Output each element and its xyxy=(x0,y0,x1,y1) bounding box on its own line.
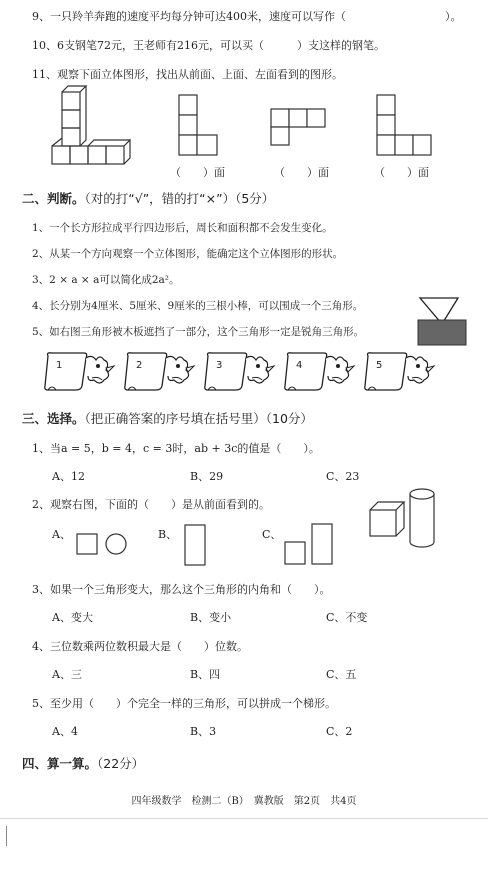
view-label-1: （ ）面 xyxy=(170,166,225,179)
view-figure-2 xyxy=(270,108,332,152)
judge-item-3: 3、2 × a × a可以简化成2a²。 xyxy=(32,274,180,286)
view-figure-3 xyxy=(376,94,440,156)
page-footer: 四年级数学 检测二（B） 冀教版 第2页 共4页 xyxy=(131,796,357,807)
answer-scroll-1[interactable] xyxy=(44,350,120,392)
choice-q2-option-c: C、 xyxy=(262,528,282,541)
choice-q4-stem: 4、三位数乘两位数积最大是（ ）位数。 xyxy=(32,640,248,653)
choice-q4-option-b: B、四 xyxy=(190,668,221,681)
answer-scroll-number: 3 xyxy=(216,360,223,371)
answer-scroll-number: 2 xyxy=(136,360,143,371)
view-label-2: （ ）面 xyxy=(274,166,329,179)
section-4-note: （22分） xyxy=(97,756,145,771)
choice-q2-option-a: A、 xyxy=(52,528,71,541)
section-2-note: （对的打“√”，错的打“×”）（5分） xyxy=(84,191,275,206)
cube-stack-figure xyxy=(52,92,132,172)
choice-q1-option-c: C、23 xyxy=(326,470,360,483)
section-3-note: （把正确答案的序号填在括号里）（10分） xyxy=(84,411,313,426)
choice-q5-option-b: B、3 xyxy=(190,725,217,738)
choice-q4-option-c: C、五 xyxy=(326,668,357,681)
cube-cylinder-figure xyxy=(368,486,440,550)
judge-item-1: 1、一个长方形拉成平行四边形后，周长和面积都不会发生变化。 xyxy=(32,222,333,234)
choice-q5-stem: 5、至少用（ ）个完全一样的三角形，可以拼成一个梯形。 xyxy=(32,697,336,710)
margin-mark xyxy=(6,826,7,846)
answer-scroll-number: 4 xyxy=(296,360,303,371)
view-label-3: （ ）面 xyxy=(374,166,429,179)
answer-scroll-2[interactable] xyxy=(124,350,200,392)
option-b-rectangle xyxy=(184,524,208,568)
page-divider xyxy=(0,818,488,819)
answer-scroll-4[interactable] xyxy=(284,350,360,392)
answer-scroll-number: 5 xyxy=(376,360,383,371)
hidden-triangle-figure xyxy=(418,296,468,350)
section-4-heading: 四、算一算。 xyxy=(22,756,98,771)
section-4-title xyxy=(22,757,144,771)
choice-q3-option-c: C、不变 xyxy=(326,611,368,624)
choice-q1-option-a: A、12 xyxy=(52,470,85,483)
choice-q3-option-a: A、变大 xyxy=(52,611,93,624)
question-11: 11、观察下面立体图形，找出从前面、上面、左面看到的图形。 xyxy=(32,68,343,81)
option-a-square-circle xyxy=(76,532,130,556)
option-c-square-rectangle xyxy=(284,522,338,568)
choice-q3-stem: 3、如果一个三角形变大，那么这个三角形的内角和（ ）。 xyxy=(32,583,331,596)
choice-q2-stem: 2、观察右图，下面的（ ）是从前面看到的。 xyxy=(32,498,270,511)
question-9: 9、一只羚羊奔跑的速度平均每分钟可达400米，速度可以写作（ ）。 xyxy=(32,10,462,23)
answer-scroll-number: 1 xyxy=(56,360,63,371)
choice-q2-option-b: B、 xyxy=(158,528,178,541)
section-2-title xyxy=(22,192,274,206)
answer-scroll-3[interactable] xyxy=(204,350,280,392)
choice-q1-stem: 1、当a = 5，b = 4，c = 3时，ab + 3c的值是（ ）。 xyxy=(32,442,320,455)
choice-q1-option-b: B、29 xyxy=(190,470,224,483)
choice-q5-option-a: A、4 xyxy=(52,725,78,738)
view-figure-1 xyxy=(178,94,222,156)
section-3-title xyxy=(22,412,313,426)
question-10: 10、6支钢笔72元，王老师有216元，可以买（ ）支这样的钢笔。 xyxy=(32,39,385,52)
choice-q3-option-b: B、变小 xyxy=(190,611,232,624)
section-2-heading: 二、判断。 xyxy=(22,191,85,206)
choice-q4-option-a: A、三 xyxy=(52,668,82,681)
judge-item-4: 4、长分别为4厘米、5厘米、9厘米的三根小棒，可以围成一个三角形。 xyxy=(32,300,364,312)
answer-scroll-5[interactable] xyxy=(364,350,440,392)
section-3-heading: 三、选择。 xyxy=(22,411,85,426)
choice-q5-option-c: C、2 xyxy=(326,725,353,738)
judge-item-5: 5、如右图三角形被木板遮挡了一部分，这个三角形一定是锐角三角形。 xyxy=(32,326,365,338)
judge-item-2: 2、从某一个方向观察一个立体图形，能确定这个立体图形的形状。 xyxy=(32,248,344,260)
